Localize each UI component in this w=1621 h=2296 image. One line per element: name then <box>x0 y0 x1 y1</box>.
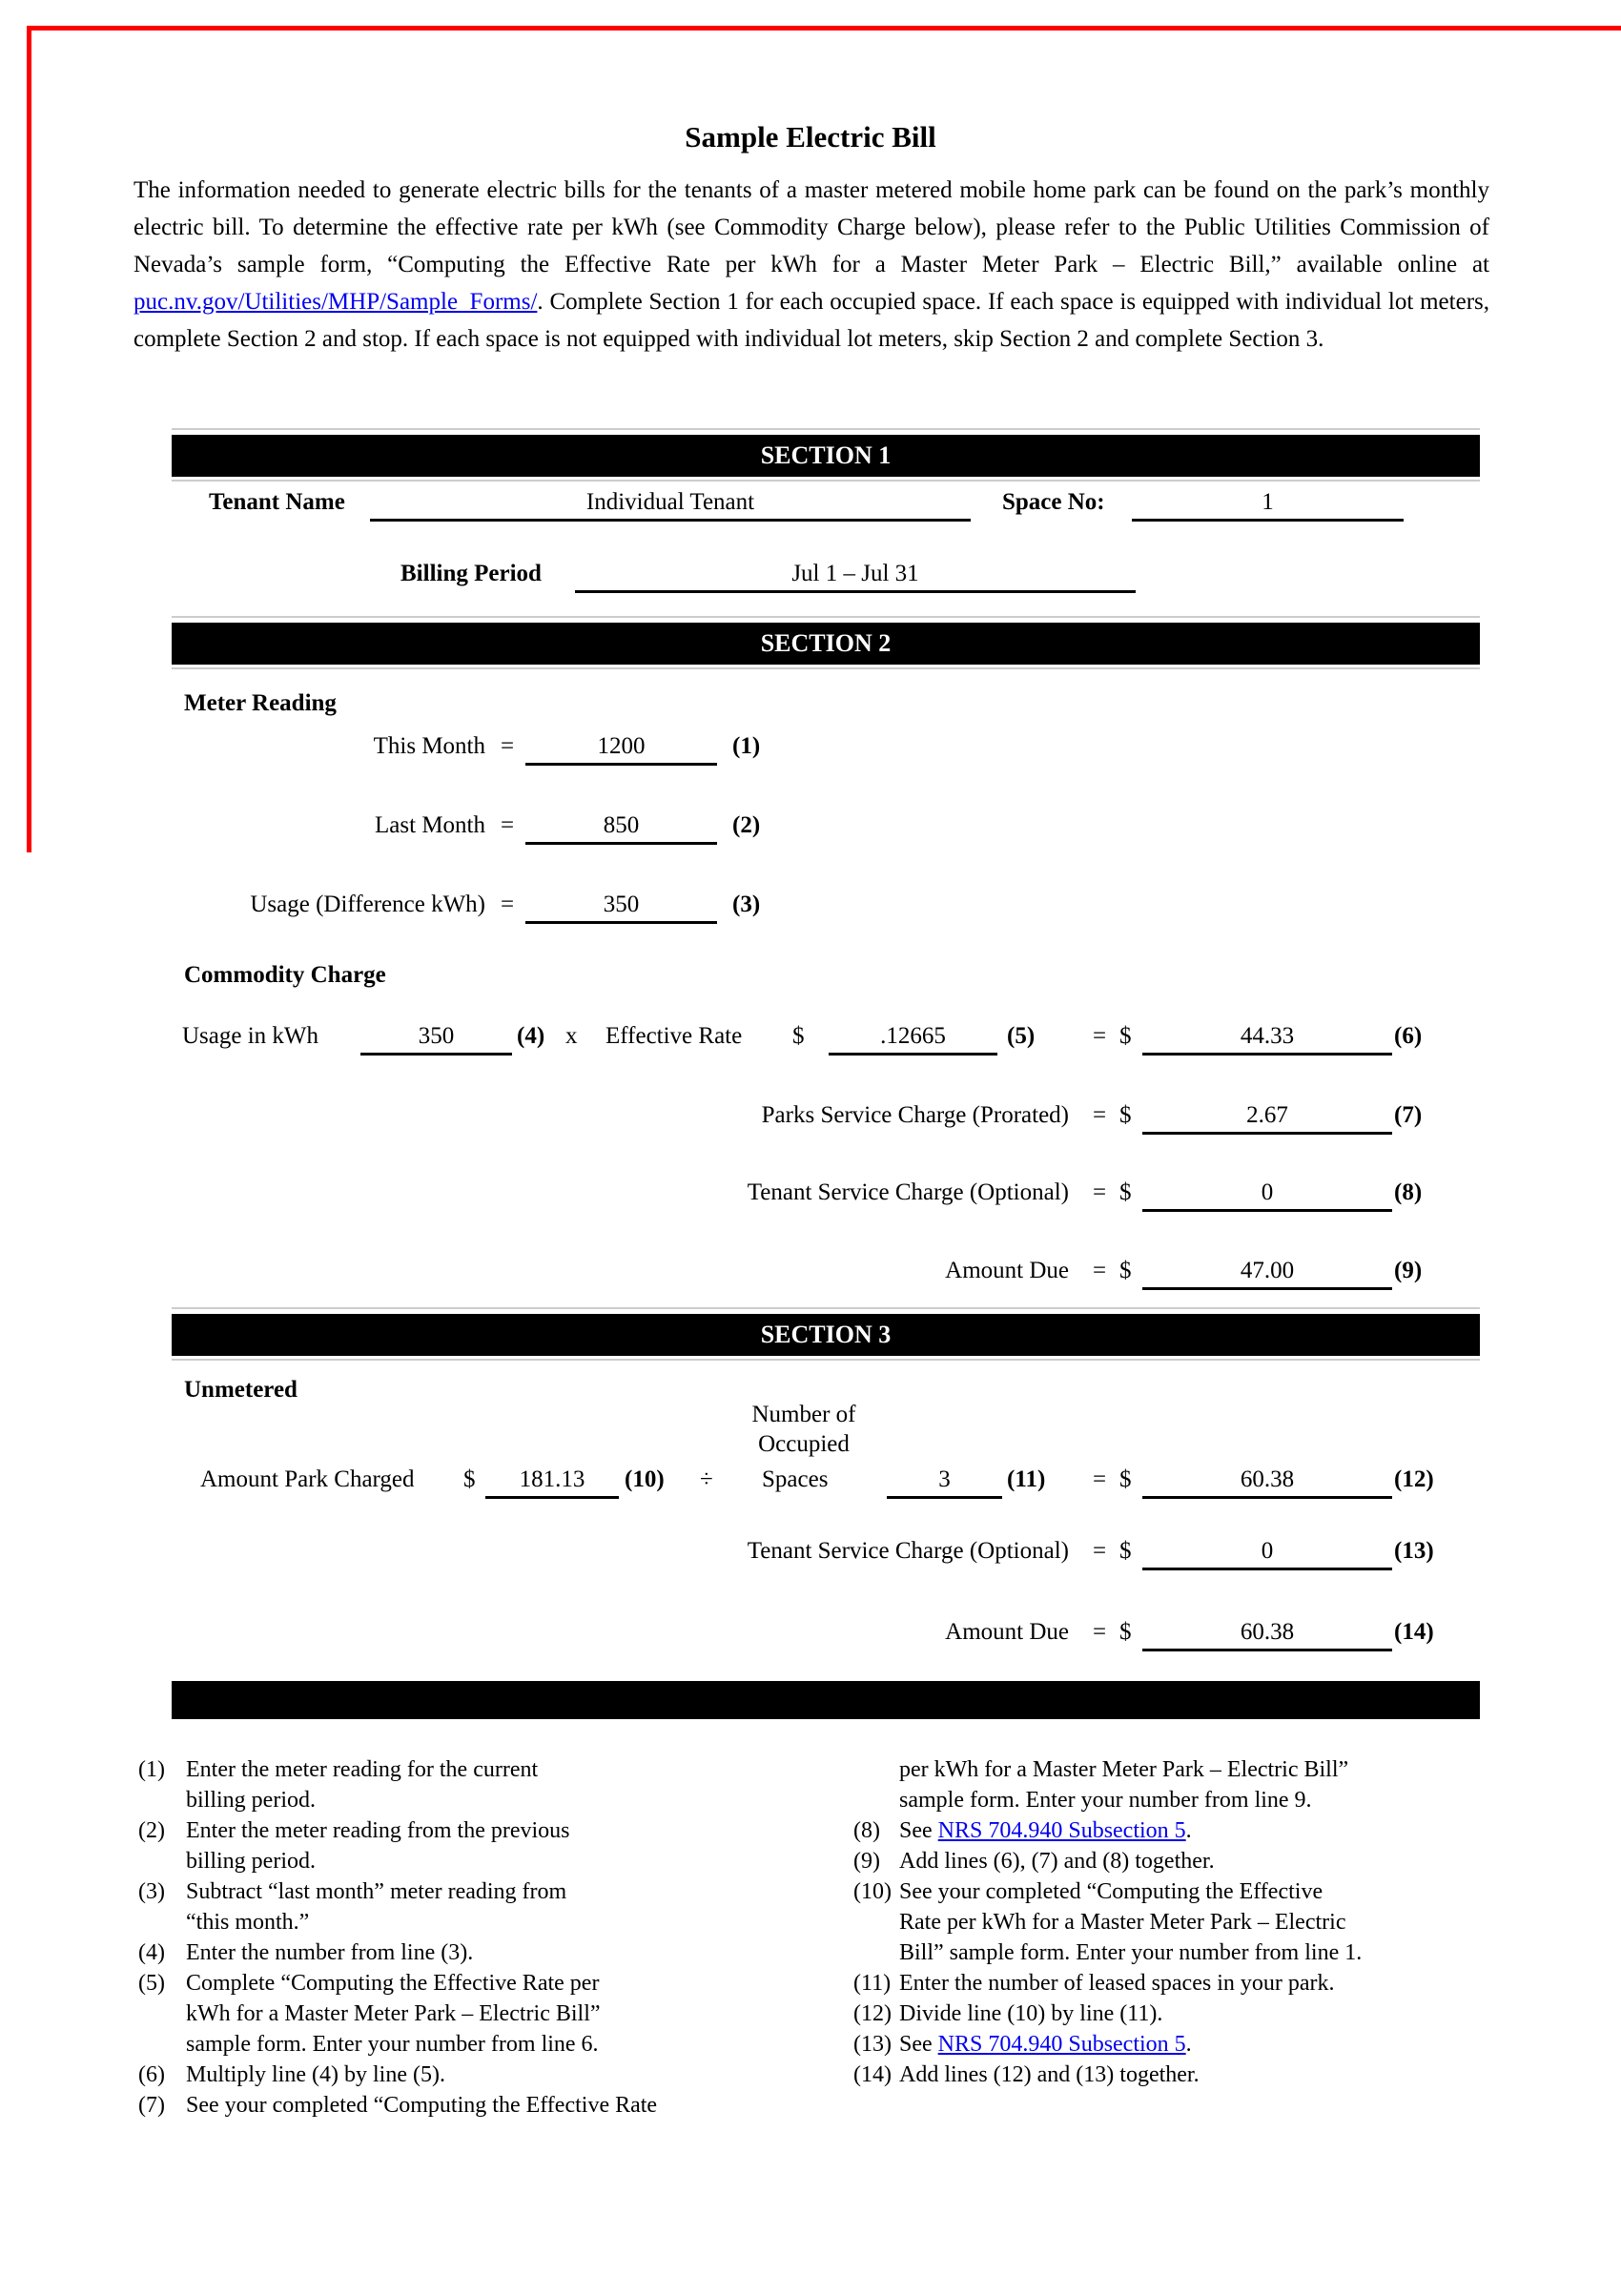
footnote-number: (1) <box>138 1757 165 1782</box>
usage-difference-field: 350 <box>525 891 717 924</box>
footnote-text: . <box>1185 2032 1192 2057</box>
footnote-text: Enter the meter reading from the previous <box>186 1818 570 1843</box>
footnote-text: Subtract “last month” meter reading from <box>186 1879 567 1904</box>
footnote-11 <box>853 1968 1502 1999</box>
meter-reading-heading: Meter Reading <box>184 690 337 716</box>
footnote-6 <box>138 2060 768 2090</box>
space-no-label: Space No: <box>1002 489 1105 515</box>
footnote-text: Enter the number from line (3). <box>186 1940 474 1965</box>
page-title: Sample Electric Bill <box>685 120 936 154</box>
parks-service-charge-field: 2.67 <box>1142 1101 1392 1135</box>
space-no-field: 1 <box>1132 488 1404 522</box>
footnote-text: . <box>1185 1818 1192 1843</box>
equals-sign: = <box>1093 1102 1107 1128</box>
footnote-text <box>899 1815 1502 1846</box>
footnote-3 <box>138 1876 768 1937</box>
tenant-service-charge-field: 0 <box>1142 1537 1392 1570</box>
equals-sign: = <box>1093 1179 1107 1205</box>
equals-sign: = <box>1093 1023 1107 1049</box>
footnote-text: Enter the meter reading for the current <box>186 1757 539 1782</box>
last-month-field: 850 <box>525 811 717 845</box>
line-ref-14: (14) <box>1394 1619 1434 1645</box>
footnote-14 <box>853 2060 1502 2090</box>
commodity-charge-heading: Commodity Charge <box>184 962 386 988</box>
line-ref-6: (6) <box>1394 1023 1423 1049</box>
footnote-text: “this month.” <box>186 1910 310 1935</box>
equals-sign: = <box>1093 1538 1107 1564</box>
effective-rate-field: .12665 <box>829 1022 997 1056</box>
footnote-7 <box>138 2090 768 2121</box>
line-ref-13: (13) <box>1394 1538 1434 1564</box>
section1-header-bar <box>172 435 1480 477</box>
section3-header-bar <box>172 1314 1480 1356</box>
footnotes-left-column <box>138 1754 768 2121</box>
footnote-text: billing period. <box>186 1849 316 1874</box>
amount-due-field: 60.38 <box>1142 1618 1392 1651</box>
footnote-text: billing period. <box>186 1788 316 1813</box>
line-ref-8: (8) <box>1394 1179 1423 1205</box>
amount-park-charged-field: 181.13 <box>485 1466 619 1499</box>
equals-sign: = <box>1093 1619 1107 1645</box>
footnote-10 <box>853 1876 1502 1968</box>
section1-header-label: SECTION 1 <box>760 441 892 469</box>
footnote-text: Complete “Computing the Effective Rate per <box>186 1971 600 1996</box>
footnote-number: (5) <box>138 1971 165 1996</box>
dollar-sign: $ <box>1119 1538 1132 1564</box>
dollar-sign: $ <box>1119 1619 1132 1645</box>
footnote-text <box>899 2029 1502 2060</box>
equals-sign: = <box>501 812 515 838</box>
footnote-text: sample form. Enter your number from line 6. <box>186 2032 599 2057</box>
footnote-text: per kWh for a Master Meter Park – Electric Bill” <box>899 1757 1349 1782</box>
number-of-line: Number of <box>751 1402 856 1427</box>
footnote-number: (6) <box>138 2062 165 2087</box>
footnote-number: (3) <box>138 1879 165 1904</box>
commodity-total-field: 44.33 <box>1142 1022 1392 1056</box>
dollar-sign: $ <box>1119 1179 1132 1205</box>
footnote-7-continued <box>853 1754 1502 1815</box>
line-ref-1: (1) <box>732 733 761 759</box>
footnote-number: (7) <box>138 2093 165 2118</box>
dollar-sign: $ <box>792 1023 805 1049</box>
footnote-number: (12) <box>853 2001 892 2026</box>
footnote-1 <box>138 1754 768 1815</box>
usage-difference-label: Usage (Difference kWh) <box>250 892 485 917</box>
usage-in-kwh-label: Usage in kWh <box>182 1023 319 1049</box>
dollar-sign: $ <box>1119 1466 1132 1492</box>
footnote-text: See your completed “Computing the Effective Rate <box>186 2093 658 2118</box>
nrs-704-940-link[interactable]: NRS 704.940 Subsection 5 <box>937 2032 1186 2057</box>
this-month-field: 1200 <box>525 732 717 766</box>
divide-sign: ÷ <box>700 1466 713 1492</box>
tenant-name-field: Individual Tenant <box>370 488 971 522</box>
nrs-704-940-link[interactable]: NRS 704.940 Subsection 5 <box>937 1818 1186 1843</box>
footnote-text: sample form. Enter your number from line 9. <box>899 1788 1312 1813</box>
equals-sign: = <box>501 733 515 759</box>
amount-park-charged-label: Amount Park Charged <box>200 1466 415 1492</box>
parks-service-charge-label: Parks Service Charge (Prorated) <box>761 1102 1069 1128</box>
footnote-number: (13) <box>853 2032 892 2057</box>
unmetered-heading: Unmetered <box>184 1377 298 1403</box>
line-ref-11: (11) <box>1007 1466 1046 1492</box>
occupied-line: Occupied <box>758 1431 850 1457</box>
closing-bar <box>172 1681 1480 1719</box>
amount-due-field: 47.00 <box>1142 1257 1392 1290</box>
footnote-text: Multiply line (4) by line (5). <box>186 2062 445 2087</box>
footnote-2 <box>138 1815 768 1876</box>
equals-sign: = <box>1093 1258 1107 1283</box>
line-ref-5: (5) <box>1007 1023 1036 1049</box>
billing-period-label: Billing Period <box>400 561 542 586</box>
billing-period-field: Jul 1 – Jul 31 <box>575 560 1136 593</box>
intro-paragraph <box>133 172 1489 358</box>
effective-rate-label: Effective Rate <box>605 1023 743 1049</box>
tenant-service-charge-field: 0 <box>1142 1179 1392 1212</box>
footnote-number: (10) <box>853 1879 892 1904</box>
line-ref-7: (7) <box>1394 1102 1423 1128</box>
footnote-number: (9) <box>853 1849 880 1874</box>
section2-bottom-rule <box>172 667 1480 669</box>
sample-forms-link[interactable]: puc.nv.gov/Utilities/MHP/Sample_Forms/ <box>133 289 538 315</box>
multiply-sign: x <box>565 1023 578 1049</box>
footnote-text: See <box>899 2032 938 2057</box>
footnote-text: See your completed “Computing the Effective <box>899 1879 1323 1904</box>
footnote-text: Divide line (10) by line (11). <box>899 2001 1163 2026</box>
dollar-sign: $ <box>1119 1102 1132 1128</box>
footnote-text: Rate per kWh for a Master Meter Park – Electric <box>899 1910 1346 1935</box>
equals-sign: = <box>1093 1466 1107 1492</box>
footnote-text: Add lines (6), (7) and (8) together. <box>899 1849 1215 1874</box>
spaces-label: Spaces <box>762 1466 829 1492</box>
usage-in-kwh-field: 350 <box>360 1022 512 1056</box>
dollar-sign: $ <box>1119 1023 1132 1049</box>
footnote-text: Add lines (12) and (13) together. <box>899 2062 1200 2087</box>
line-ref-12: (12) <box>1394 1466 1434 1492</box>
footnote-4 <box>138 1937 768 1968</box>
tenant-service-charge-label: Tenant Service Charge (Optional) <box>747 1179 1069 1205</box>
line-ref-2: (2) <box>732 812 761 838</box>
intro-text-before-link: The information needed to generate electric bills for the tenants of a master metered mobile home park can be found on the park’s monthly electric bill. To determine the effective rate per kWh (see Commodity Charge below), please refer to the Public Utilities Commission of Nevada’s sample form, “Computing the Effective Rate per kWh for a Master Meter Park – Electric Bill,” available online at <box>133 177 1489 277</box>
footnote-text: Bill” sample form. Enter your number from line 1. <box>899 1940 1363 1965</box>
dollar-sign: $ <box>1119 1258 1132 1283</box>
line-ref-9: (9) <box>1394 1258 1423 1283</box>
footnote-number: (8) <box>853 1818 880 1843</box>
amount-due-label: Amount Due <box>945 1619 1069 1645</box>
section2-header-bar <box>172 623 1480 665</box>
section2-top-rule <box>172 616 1480 618</box>
equals-sign: = <box>501 892 515 917</box>
section3-header-label: SECTION 3 <box>760 1321 892 1348</box>
footnote-13 <box>853 2029 1502 2060</box>
section1-bottom-rule <box>172 480 1480 482</box>
footnote-8 <box>853 1815 1502 1846</box>
dollar-sign: $ <box>463 1466 476 1492</box>
line-ref-3: (3) <box>732 892 761 917</box>
footnote-number: (11) <box>853 1971 892 1996</box>
footnote-text: Enter the number of leased spaces in your park. <box>899 1971 1335 1996</box>
footnote-9 <box>853 1846 1502 1876</box>
section2-header-label: SECTION 2 <box>760 629 892 657</box>
footnote-text: See <box>899 1818 938 1843</box>
footnotes-right-column <box>853 1754 1502 2090</box>
section1-top-rule <box>172 428 1480 430</box>
footnote-number: (2) <box>138 1818 165 1843</box>
amount-due-label: Amount Due <box>945 1258 1069 1283</box>
footnote-text: kWh for a Master Meter Park – Electric Bill” <box>186 2001 601 2026</box>
footnote-12 <box>853 1999 1502 2029</box>
footnote-number: (4) <box>138 1940 165 1965</box>
last-month-label: Last Month <box>375 812 485 838</box>
footnote-5 <box>138 1968 768 2060</box>
this-month-label: This Month <box>373 733 485 759</box>
red-margin-line-top <box>29 26 1621 31</box>
tenant-name-label: Tenant Name <box>209 489 345 515</box>
footnote-number: (14) <box>853 2062 892 2087</box>
unmetered-total-field: 60.38 <box>1142 1466 1392 1499</box>
line-ref-4: (4) <box>517 1023 545 1049</box>
number-of-occupied-stack <box>708 1400 899 1459</box>
intro-text-after-link: . Complete Section 1 for each occupied space. If each space is equipped with individual lot meters, complete Section 2 and stop. If each space is not equipped with individual lot meters, skip Section 2 and complete Section 3. <box>133 289 1489 352</box>
section3-bottom-rule <box>172 1359 1480 1361</box>
line-ref-10: (10) <box>625 1466 665 1492</box>
section3-top-rule <box>172 1307 1480 1309</box>
tenant-service-charge-label: Tenant Service Charge (Optional) <box>747 1538 1069 1564</box>
spaces-field: 3 <box>887 1466 1002 1499</box>
